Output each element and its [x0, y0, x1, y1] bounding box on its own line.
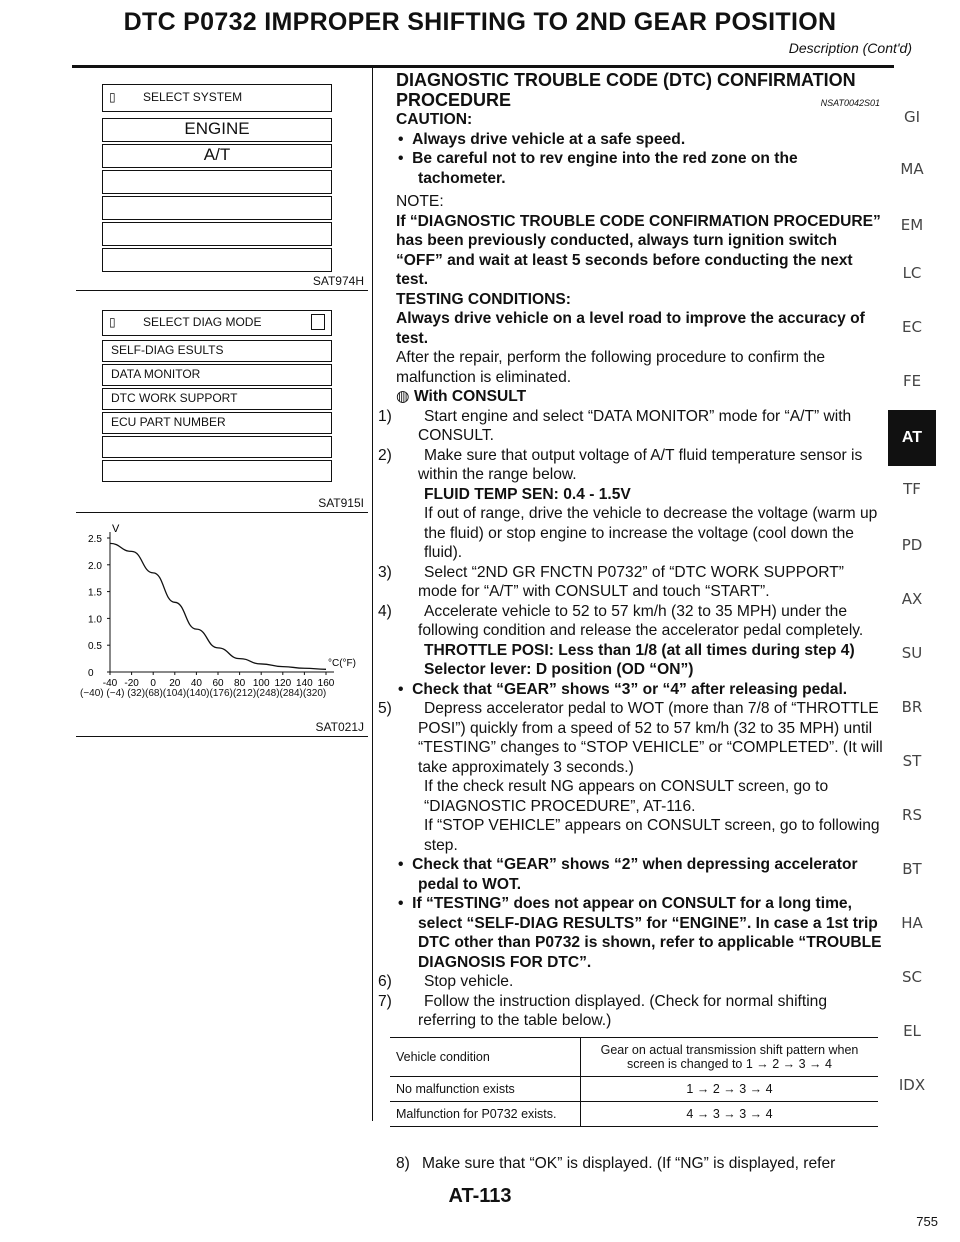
x-tick-label: 160 — [317, 678, 335, 689]
column-divider — [372, 66, 373, 1121]
menu-item-empty[interactable] — [102, 196, 332, 220]
table-cell: 4 → 3 → 3 → 4 — [581, 1102, 879, 1127]
tab-su[interactable]: SU — [901, 644, 923, 662]
voltage-curve — [110, 543, 326, 669]
step-1: 1) Start engine and select “DATA MONITOR” mode for “A/T” with CONSULT. — [378, 407, 852, 444]
table-header-cell: Vehicle condition — [390, 1038, 581, 1077]
consult-icon: ▯ — [109, 315, 116, 329]
consult-icon: ◍ — [396, 388, 410, 405]
tab-pd[interactable]: PD — [901, 536, 923, 554]
tab-gi[interactable]: GI — [903, 108, 921, 126]
caution-item: • Always drive vehicle at a safe speed. — [398, 130, 686, 148]
x-tick-label: -40 — [102, 678, 118, 689]
select-system-header — [102, 84, 332, 112]
y-tick-label: 1.0 — [88, 614, 102, 626]
tab-st[interactable]: ST — [902, 752, 922, 770]
check-gear-2: • Check that “GEAR” shows “2” when depressing accelerator pedal to WOT. — [398, 856, 858, 893]
menu-item-empty[interactable] — [102, 248, 332, 272]
menu-item-ecu-part-number[interactable]: ECU PART NUMBER — [102, 412, 332, 434]
x-tick-label: 140 — [296, 678, 313, 689]
shift-pattern-table — [390, 1037, 878, 1127]
x-tick-label: 100 — [252, 678, 270, 689]
procedure-text — [378, 70, 886, 1031]
figure-select-system — [76, 72, 368, 291]
caution-item: • Be careful not to rev engine into the red zone on the tachometer. — [398, 150, 798, 187]
y-tick-label: 2.0 — [88, 560, 102, 572]
tab-ha[interactable]: HA — [901, 914, 923, 932]
step-7: 7) Follow the instruction displayed. (Check for normal shifting referring to the table below.) — [378, 992, 828, 1029]
step-4: 4) Accelerate vehicle to 52 to 57 km/h (32 to 35 MPH) under the following condition and release the accelerator pedal completely. — [378, 602, 864, 639]
menu-item-data-monitor[interactable]: DATA MONITOR — [102, 364, 332, 386]
step-5: 5) Depress accelerator pedal to WOT (more than 7/8 of “THROTTLE POSI”) quickly from a speed of 52 to 57 km/h (32 to 35 MPH) until “TESTING” changes to “STOP VEHICLE” or “COMPLETED”. (It will take approximately 3 seconds.) — [378, 700, 883, 776]
y-tick-label: 0.5 — [88, 641, 102, 653]
select-diag-mode-title: SELECT DIAG MODE — [143, 315, 262, 329]
table-cell: Malfunction for P0732 exists. — [390, 1102, 581, 1127]
table-header-cell: Gear on actual transmission shift pattern when screen is changed to 1 → 2 → 3 → 4 — [581, 1038, 879, 1077]
note-label: NOTE: — [396, 193, 444, 210]
consult-icon: ▯ — [109, 90, 116, 104]
figure-id: SAT021J — [315, 720, 364, 734]
y-tick-label: 0 — [88, 668, 94, 679]
figure-select-diag-mode — [76, 298, 368, 513]
x-tick-label: 80 — [234, 678, 246, 689]
tab-br[interactable]: BR — [901, 698, 923, 716]
step-3: 3) Select “2ND GR FNCTN P0732” of “DTC WORK SUPPORT” mode for “A/T” with CONSULT and touch “START”. — [378, 563, 844, 600]
menu-item-self-diag[interactable]: SELF-DIAG ESULTS — [102, 340, 332, 362]
page-title: DTC P0732 IMPROPER SHIFTING TO 2ND GEAR POSITION — [123, 8, 837, 36]
page-number: 755 — [916, 1214, 938, 1229]
tab-lc[interactable]: LC — [902, 264, 922, 282]
testing-label: TESTING CONDITIONS: — [396, 290, 571, 308]
table-row — [390, 1038, 878, 1077]
step-4-selector: Selector lever: D position (OD “ON”) — [424, 661, 694, 678]
tab-ma[interactable]: MA — [900, 160, 924, 178]
checkbox-icon — [311, 314, 325, 330]
testing-not-appear: • If “TESTING” does not appear on CONSULT for a long time, select “SELF-DIAG RESULTS” for “ENGINE”. In case a 1st trip DTC other than P0732 is shown, refer to applicable “TROUBLE DIAGNOSIS FOR DTC”. — [398, 895, 882, 971]
page-subtitle: Description (Cont'd) — [788, 40, 912, 56]
x-ticks-fahrenheit: (−40) (−4) (32)(68)(104)(140)(176)(212)(248)(284)(320) — [80, 688, 327, 699]
table-row — [390, 1077, 878, 1102]
figure-id: SAT974H — [312, 274, 364, 288]
x-tick-label: 20 — [169, 678, 181, 689]
y-unit-label: V — [112, 523, 120, 535]
tab-fe[interactable]: FE — [902, 372, 922, 390]
x-tick-label: 60 — [212, 678, 224, 689]
step-2: 2) Make sure that output voltage of A/T fluid temperature sensor is within the range below. — [378, 446, 863, 483]
voltage-temp-chart — [76, 520, 368, 716]
table-row — [390, 1102, 878, 1127]
menu-item-empty[interactable] — [102, 222, 332, 246]
after-repair-text: After the repair, perform the following procedure to confirm the malfunction is eliminated. — [396, 349, 826, 386]
menu-item-empty[interactable] — [102, 436, 332, 458]
testing-text: Always drive vehicle on a level road to improve the accuracy of test. — [396, 310, 865, 347]
figure-fluid-temp-chart — [76, 520, 368, 737]
menu-item-at[interactable]: A/T — [102, 144, 332, 168]
step-2-range: FLUID TEMP SEN: 0.4 - 1.5V — [424, 485, 631, 503]
menu-item-empty[interactable] — [102, 170, 332, 194]
step-6: 6) Stop vehicle. — [378, 973, 514, 990]
tab-el[interactable]: EL — [903, 1022, 921, 1040]
step-5-stop: If “STOP VEHICLE” appears on CONSULT screen, go to following step. — [424, 817, 880, 854]
x-tick-label: 0 — [150, 678, 156, 689]
x-tick-label: 120 — [274, 678, 292, 689]
y-tick-label: 1.5 — [88, 587, 102, 599]
tab-bt[interactable]: BT — [902, 860, 922, 878]
menu-item-dtc-work-support[interactable]: DTC WORK SUPPORT — [102, 388, 332, 410]
table-cell: 1 → 2 → 3 → 4 — [581, 1077, 879, 1102]
note-text: If “DIAGNOSTIC TROUBLE CODE CONFIRMATION PROCEDURE” has been previously conducted, always turn ignition switch “OFF” and wait at least 5 seconds before conducting the next test. — [396, 212, 881, 288]
tab-rs[interactable]: RS — [902, 806, 922, 824]
figure-id: SAT915I — [318, 496, 364, 510]
x-unit-label: °C(°F) — [328, 658, 356, 669]
section-code: NSAT0042S01 — [820, 98, 880, 108]
with-consult-heading: ◍ With CONSULT — [396, 388, 527, 405]
x-tick-label: -20 — [124, 678, 139, 689]
tab-tf[interactable]: TF — [903, 480, 921, 498]
step-5-ng: If the check result NG appears on CONSULT screen, go to “DIAGNOSTIC PROCEDURE”, AT-116. — [424, 778, 829, 815]
step-4-throttle: THROTTLE POSI: Less than 1/8 (at all times during step 4) — [424, 641, 855, 659]
select-diag-mode-header — [102, 310, 332, 336]
y-tick-label: 2.5 — [88, 534, 102, 545]
top-rule — [72, 65, 894, 68]
page-footer-code: AT-113 — [448, 1185, 512, 1207]
caution-label: CAUTION: — [396, 111, 473, 128]
tab-idx[interactable]: IDX — [898, 1076, 926, 1094]
menu-item-engine[interactable]: ENGINE — [102, 118, 332, 142]
x-tick-label: 40 — [190, 678, 202, 689]
select-system-title: SELECT SYSTEM — [143, 90, 243, 104]
table-cell: No malfunction exists — [390, 1077, 581, 1102]
section-title: DIAGNOSTIC TROUBLE CODE (DTC) CONFIRMATION PROCEDURE — [396, 70, 856, 110]
tab-ax[interactable]: AX — [901, 590, 923, 608]
step-2-more: If out of range, drive the vehicle to decrease the voltage (warm up the fluid) or stop engine to increase the voltage (cool down the fluid). — [424, 505, 878, 561]
check-gear-3-4: • Check that “GEAR” shows “3” or “4” after releasing pedal. — [398, 680, 848, 698]
tab-at-active[interactable]: AT — [888, 410, 936, 466]
menu-item-empty[interactable] — [102, 460, 332, 482]
tab-ec[interactable]: EC — [902, 318, 922, 336]
step-8: 8) Make sure that “OK” is displayed. (If “NG” is displayed, refer — [396, 1155, 836, 1172]
tab-em[interactable]: EM — [900, 216, 924, 234]
tab-sc[interactable]: SC — [902, 968, 922, 986]
